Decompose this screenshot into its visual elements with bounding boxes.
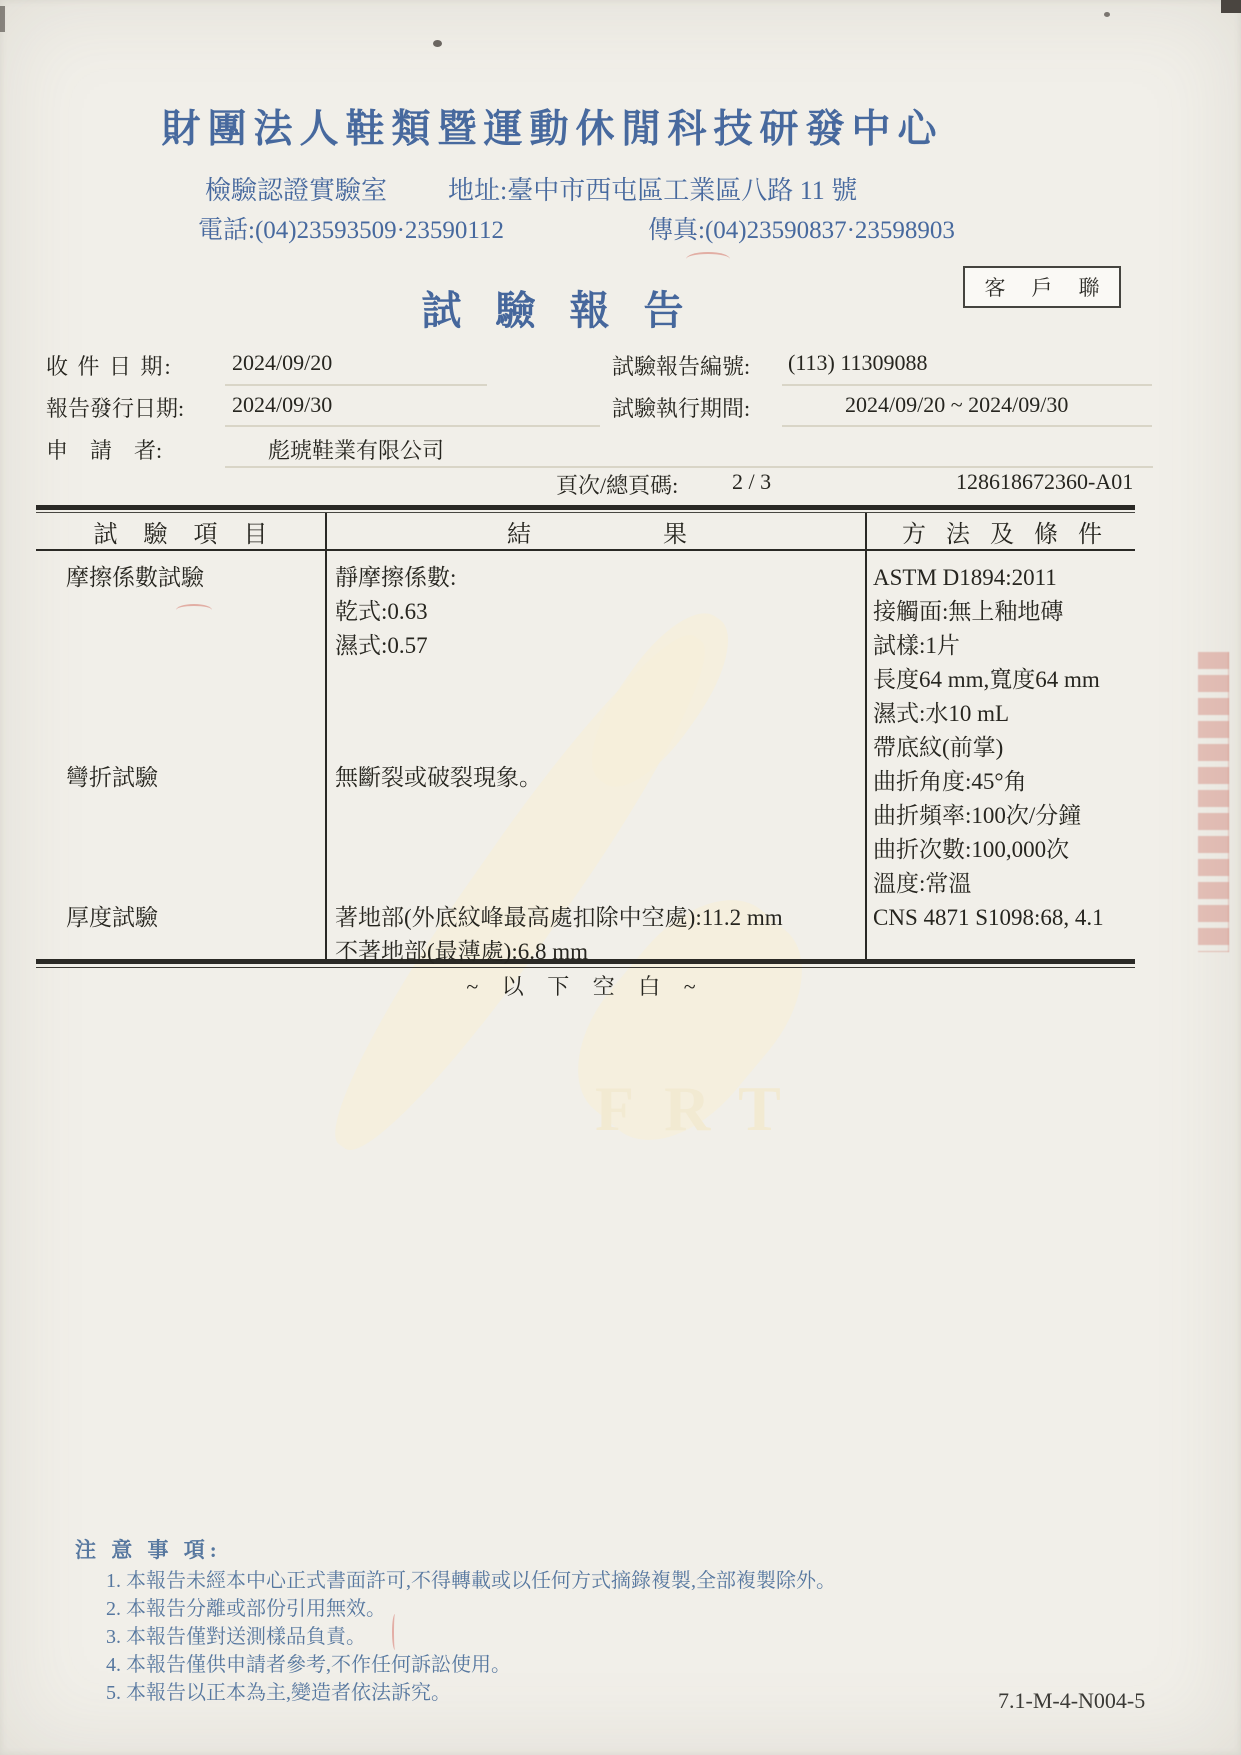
applicant-label: 申 請 者: [46,438,163,463]
receive-date-label: 收 件 日 期: [46,354,173,379]
scan-artifact [392,1614,398,1650]
scan-artifact [686,252,730,266]
issue-date-label: 報告發行日期: [46,396,185,421]
scan-speck [0,6,5,32]
scan-speck [1104,12,1110,17]
org-fax: 傳真:(04)23590837·23598903 [648,217,955,244]
report-no-label: 試驗報告編號: [612,354,751,379]
table-header-item: 試驗項目 [93,521,294,548]
field-underline [225,384,487,386]
receive-date-value: 2024/09/20 [232,350,333,375]
test-item: 摩擦係數試驗 [66,565,204,590]
test-item: 厚度試驗 [66,905,158,930]
column-method-conditions: ASTM D1894:2011 接觸面:無上釉地磚 試樣:1片 長度64 mm,寬度64 mm 濕式:水10 mL 帶底紋(前掌) 曲折角度:45°角 曲折頻率:100次/分鐘 曲折次數:100,000次 溫度:常溫 CNS 4871 S1098:68, 4.1 [865,551,1135,959]
table-body [36,551,1135,964]
field-underline [782,425,1152,427]
table-header-result: 結果 [325,513,867,549]
note-item: 2. 本報告分離或部份引用無效。 [106,1598,386,1620]
table-header-row [36,512,1135,551]
form-code: 7.1-M-4-N004-5 [998,1688,1146,1713]
page-count-value: 2 / 3 [732,469,772,494]
note-item: 1. 本報告未經本中心正式書面許可,不得轉載或以任何方式摘錄複製,全部複製除外。 [106,1570,836,1592]
test-item: 彎折試驗 [66,765,158,790]
column-results [325,551,865,964]
red-stamp-mark [1198,652,1229,952]
applicant-value: 彪琥鞋業有限公司 [268,438,445,463]
note-item: 4. 本報告僅供申請者參考,不作任何訴訟使用。 [106,1654,511,1676]
end-of-content-marker: ~ 以 下 空 白 ~ [466,974,705,999]
table-header-method: 方法及條件 [865,513,1137,549]
report-no-value: (113) 11309088 [788,350,928,375]
report-title: 試驗報告 [421,288,718,333]
exec-period-value: 2024/09/20 ~ 2024/09/30 [845,392,1069,417]
org-phone: 電話:(04)23593509·23590112 [198,217,504,244]
result-block: 無斷裂或破裂現象。 [335,765,542,790]
org-address: 地址:臺中市西屯區工業區八路 11 號 [448,176,858,205]
method-row3: CNS 4871 S1098:68, 4.1 [873,905,1104,930]
copy-label-box: 客戶聯 [963,266,1121,308]
document-number: 128618672360-A01 [956,469,1134,494]
page-count-label: 頁次/總頁碼: [556,473,679,498]
exec-period-label: 試驗執行期間: [612,396,751,421]
scan-speck [433,40,442,47]
field-underline [225,425,600,427]
column-test-items [36,551,325,959]
notes-title: 注 意 事 項: [75,1538,222,1562]
note-item: 3. 本報告僅對送測樣品負責。 [106,1626,366,1648]
scan-speck [1221,0,1241,13]
note-item: 5. 本報告以正本為主,變造者依法訴究。 [106,1682,451,1704]
watermark-logo-text: FRT [595,1073,811,1144]
result-block: 靜摩擦係數: 乾式:0.63 濕式:0.57 [335,565,457,658]
results-table [36,505,1135,964]
result-block: 著地部(外底紋峰最高處扣除中空處):11.2 mm 不著地部(最薄處):6.8 mm [335,905,783,964]
field-underline [782,384,1152,386]
field-underline [225,466,1153,468]
lab-name: 檢驗認證實驗室 [205,176,388,205]
issue-date-value: 2024/09/30 [232,392,333,417]
org-name: 財團法人鞋類暨運動休閒科技研發中心 [161,108,944,151]
